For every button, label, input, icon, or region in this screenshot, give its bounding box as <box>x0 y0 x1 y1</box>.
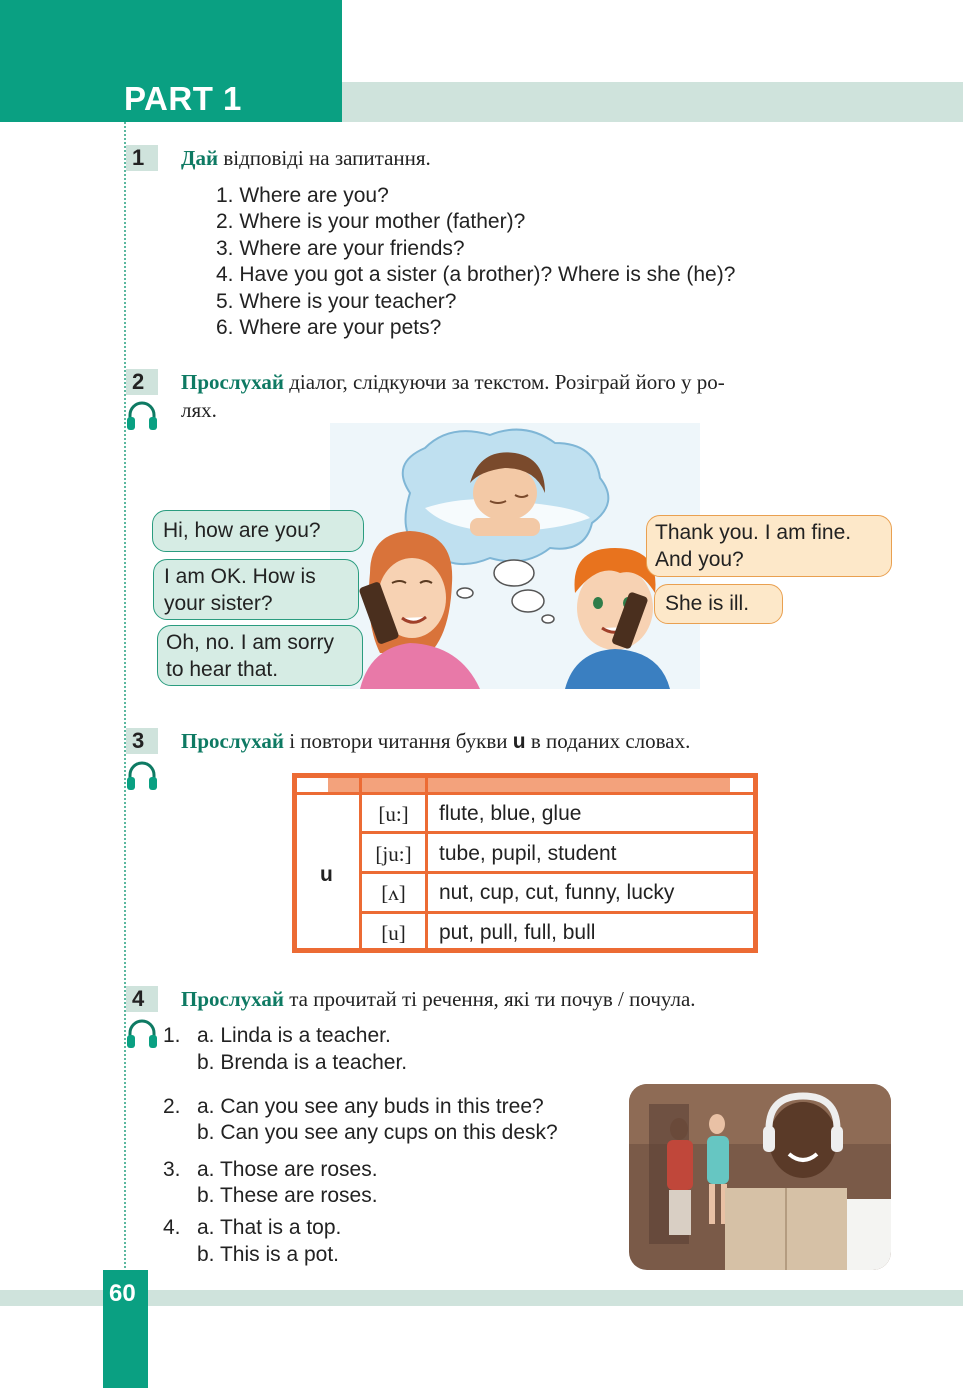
bubble-line: your sister? <box>164 592 273 615</box>
exercise-3-number: 3 <box>126 728 158 754</box>
exercise-3-instruction-text-end: в поданих словах. <box>525 729 691 753</box>
bubble-line: And you? <box>655 548 744 571</box>
bubble-line: Oh, no. I am sorry <box>166 631 335 654</box>
table-sound: [u:] <box>378 802 409 826</box>
exercise-3-instruction <box>181 727 690 756</box>
exercise-4-item-number: 3. <box>163 1158 181 1181</box>
speech-bubble-right <box>646 515 892 577</box>
bubble-line: Thank you. I am fine. <box>655 521 852 544</box>
table-sound: [ju:] <box>375 842 412 866</box>
exercise-3-verb: Прослухай <box>181 729 284 753</box>
exercise-3-instruction-text: і повтори читання букви <box>283 729 513 753</box>
header-strip <box>342 82 963 122</box>
table-words: put, pull, full, bull <box>439 921 596 944</box>
table-letter: u <box>320 863 333 886</box>
exercise-4-option: b. Brenda is a teacher. <box>197 1051 408 1074</box>
exercise-4-instruction <box>181 985 696 1013</box>
table-divider <box>297 792 753 795</box>
exercise-4-instruction-text: та прочитай ті речення, які ти почув / почула. <box>283 987 696 1011</box>
exercise-2-instruction-cont: лях. <box>181 398 217 422</box>
exercise-4-option: b. This is a pot. <box>197 1243 340 1266</box>
exercise-4-option: a. That is a top. <box>197 1216 342 1239</box>
table-divider <box>359 831 753 834</box>
exercise-2-instruction-text: діалог, слідкуючи за текстом. Розіграй його у ро- <box>283 370 725 394</box>
speech-bubble-left <box>152 510 364 552</box>
exercise-4-option: b. Can you see any cups on this desk? <box>197 1121 558 1144</box>
exercise-4-item-number: 1. <box>163 1024 181 1047</box>
table-words: tube, pupil, student <box>439 842 617 865</box>
question-item: 6. Where are your pets? <box>216 316 442 340</box>
exercise-1-number: 1 <box>126 145 158 171</box>
table-words: flute, blue, glue <box>439 802 582 825</box>
exercise-2-verb: Прослухай <box>181 370 284 394</box>
question-item: 1. Where are you? <box>216 184 389 207</box>
bubble-line: Hi, how are you? <box>163 519 321 542</box>
bubble-line: to hear that. <box>166 658 279 681</box>
exercise-2-instruction <box>181 368 725 396</box>
exercise-4-option: a. Those are roses. <box>197 1158 378 1181</box>
table-divider <box>425 778 428 948</box>
page-number: 60 <box>109 1280 136 1307</box>
table-words: nut, cup, cut, funny, lucky <box>439 881 675 904</box>
exercise-1-instruction <box>181 144 431 172</box>
exercise-4-verb: Прослухай <box>181 987 284 1011</box>
exercise-4-option: a. Linda is a teacher. <box>197 1024 391 1047</box>
question-item: 2. Where is your mother (father)? <box>216 210 526 234</box>
exercise-2-number: 2 <box>126 369 158 395</box>
speech-bubble-left <box>153 559 359 620</box>
table-divider <box>359 911 753 914</box>
exercise-1-list <box>216 183 735 341</box>
speech-bubble-right <box>654 584 783 624</box>
table-sound: [ʌ] <box>381 881 406 905</box>
bubble-line: I am OK. How is <box>164 565 316 588</box>
headphones-icon <box>125 760 159 792</box>
table-sound: [u] <box>381 921 406 945</box>
page-title: PART 1 <box>124 80 242 117</box>
bubble-line: She is ill. <box>665 592 750 615</box>
question-item: 4. Have you got a sister (a brother)? Where is she (he)? <box>216 263 736 287</box>
question-item: 5. Where is your teacher? <box>216 289 457 313</box>
boy-with-headphones-photo <box>629 1084 891 1270</box>
exercise-4-item-number: 2. <box>163 1095 181 1118</box>
dialogue-illustration <box>330 423 700 689</box>
exercise-3-letter: u <box>512 730 526 753</box>
headphones-icon <box>125 400 159 432</box>
exercise-4-option: a. Can you see any buds in this tree? <box>197 1095 544 1118</box>
margin-dotted-line <box>124 122 126 1272</box>
exercise-4-item-number: 4. <box>163 1216 181 1239</box>
exercise-4-number: 4 <box>126 986 158 1012</box>
exercise-1-verb: Дай <box>181 146 219 170</box>
question-item: 3. Where are your friends? <box>216 236 465 260</box>
table-divider <box>359 871 753 874</box>
headphones-icon <box>125 1018 159 1050</box>
exercise-1-instruction-text: відповіді на запитання. <box>218 146 431 170</box>
speech-bubble-left <box>157 625 363 686</box>
table-header-bar <box>328 778 730 793</box>
exercise-4-option: b. These are roses. <box>197 1184 378 1207</box>
